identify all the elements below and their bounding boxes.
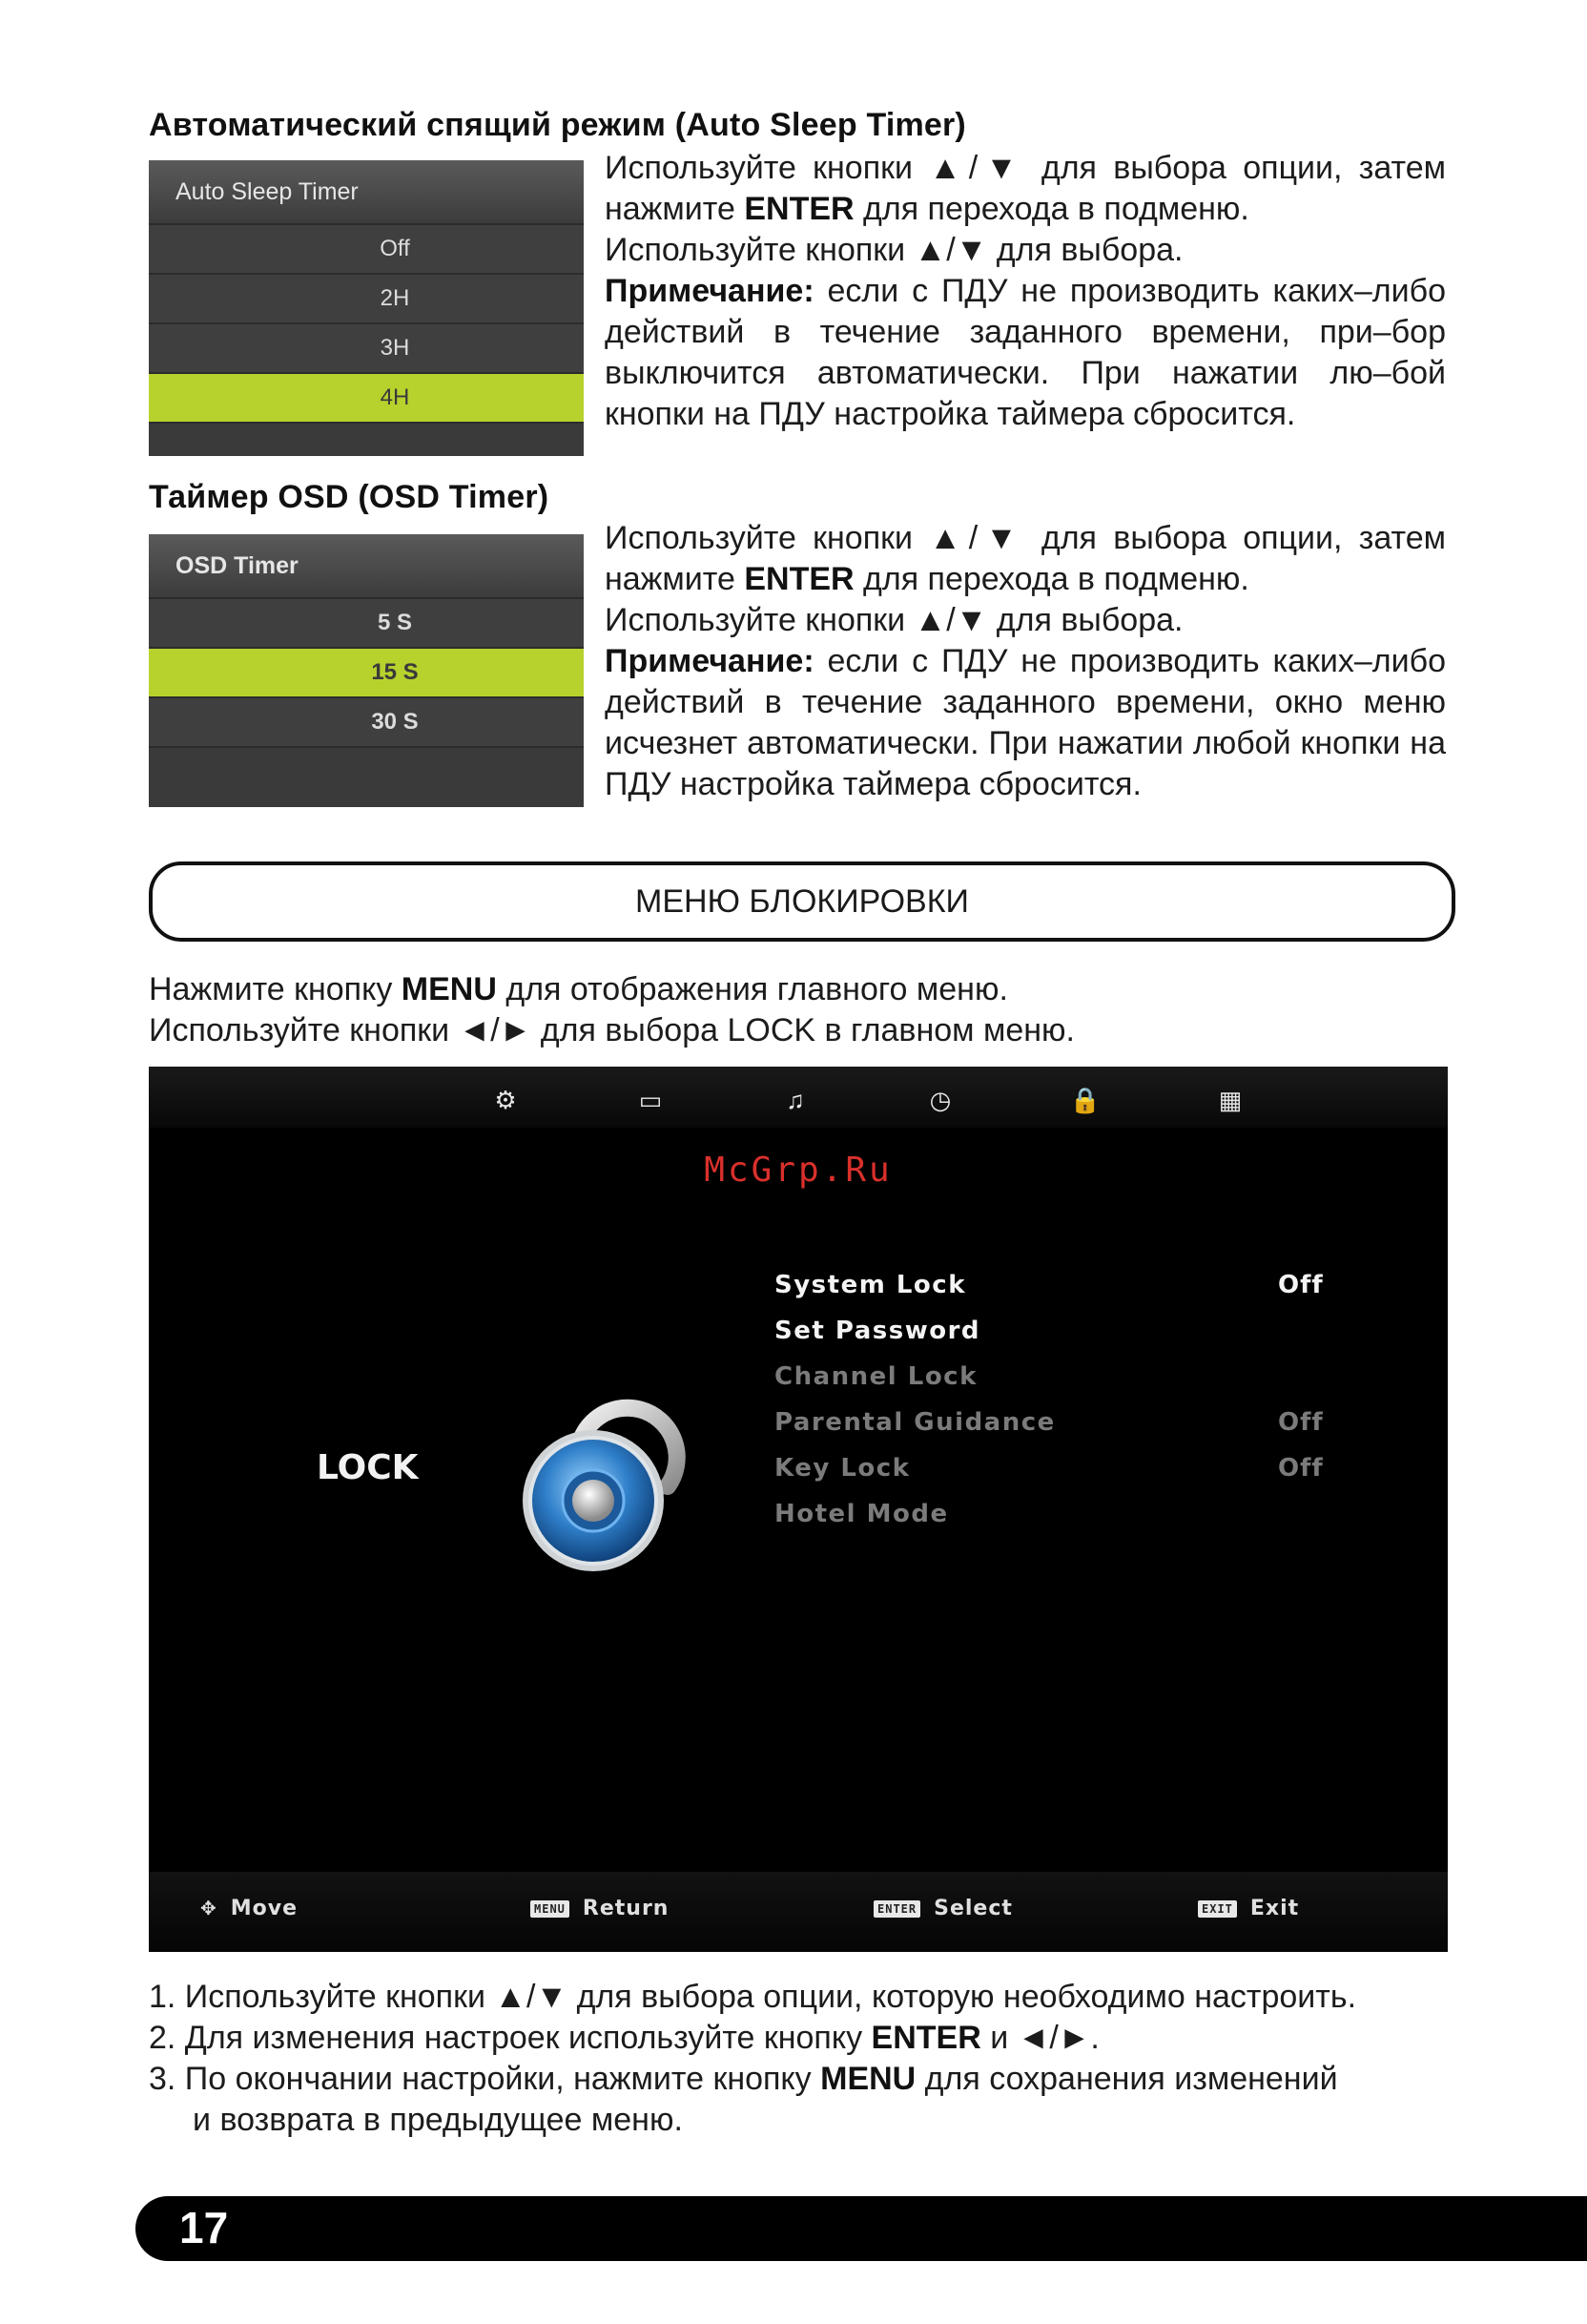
monitor-icon[interactable]: ▭ bbox=[638, 1086, 663, 1114]
hint-move bbox=[200, 1897, 298, 1920]
lock-intro bbox=[149, 969, 1465, 1051]
enter-key-label: ENTER bbox=[744, 561, 855, 597]
osd-timer-panel-title: OSD Timer bbox=[149, 534, 584, 599]
menu-key-label: MENU bbox=[820, 2061, 917, 2097]
intro-line2: Используйте кнопки ◄/► для выбора LOCK в главном меню. bbox=[149, 1012, 1075, 1048]
note-label: Примечание: bbox=[605, 273, 814, 309]
section-banner: МЕНЮ БЛОКИРОВКИ bbox=[149, 861, 1455, 942]
menu-hint-bar bbox=[149, 1872, 1448, 1952]
step-3 bbox=[149, 2059, 1484, 2100]
hint-exit bbox=[1198, 1897, 1299, 1920]
step-2-text: 2. Для изменения настроек используйте кнопку bbox=[149, 2020, 872, 2056]
auto-sleep-panel-title: Auto Sleep Timer bbox=[149, 160, 584, 225]
auto-sleep-line1: Используйте кнопки ▲/▼ для выбора опции, затем нажмите bbox=[605, 150, 1446, 227]
step-3-end: для сохранения изменений bbox=[916, 2061, 1338, 2097]
osd-line2: Используйте кнопки ▲/▼ для выбора. bbox=[605, 602, 1184, 638]
key-lock-value: Off bbox=[1278, 1454, 1324, 1483]
menu-category-label: LOCK bbox=[317, 1448, 419, 1487]
system-lock-value: Off bbox=[1278, 1271, 1324, 1299]
hint-select bbox=[874, 1897, 1013, 1920]
watermark: McGrp.Ru bbox=[704, 1151, 893, 1190]
parental-guidance-value: Off bbox=[1278, 1408, 1324, 1437]
menu-item-channel-lock[interactable]: Channel Lock bbox=[774, 1362, 978, 1391]
menu-item-hotel-mode[interactable]: Hotel Mode bbox=[774, 1500, 949, 1528]
osd-timer-option[interactable]: 5 S bbox=[149, 599, 584, 649]
enter-key-label: ENTER bbox=[744, 191, 855, 227]
auto-sleep-note: если с ПДУ не производить каких–либо действий в течение заданного времени, при–бор выключится автоматически. При нажатии лю–бой кнопки на ПДУ настройка таймера сбросится. bbox=[605, 273, 1446, 432]
intro-line1-end: для отображения главного меню. bbox=[496, 971, 1008, 1007]
hint-select-label: Select bbox=[934, 1897, 1013, 1920]
osd-timer-heading: Таймер OSD (OSD Timer) bbox=[149, 479, 549, 515]
menu-key-label: MENU bbox=[401, 971, 497, 1007]
apps-icon[interactable]: ▦ bbox=[1218, 1086, 1243, 1114]
footer-bar bbox=[135, 2196, 1587, 2261]
intro-line1: Нажмите кнопку bbox=[149, 971, 402, 1007]
menu-item-system-lock[interactable]: System Lock bbox=[774, 1271, 966, 1299]
dpad-icon: ✥ bbox=[200, 1897, 217, 1919]
auto-sleep-heading: Автоматический спящий режим (Auto Sleep Timer) bbox=[149, 107, 966, 143]
steps-list bbox=[149, 1977, 1484, 2141]
tv-lock-menu-screenshot bbox=[149, 1067, 1448, 1952]
menu-item-key-lock[interactable]: Key Lock bbox=[774, 1454, 911, 1483]
music-icon[interactable]: ♫ bbox=[786, 1086, 805, 1114]
gear-icon[interactable]: ⚙ bbox=[494, 1086, 517, 1114]
step-2 bbox=[149, 2018, 1484, 2059]
enter-key-icon: ENTER bbox=[874, 1900, 920, 1918]
auto-sleep-option[interactable]: 3H bbox=[149, 324, 584, 374]
osd-timer-description bbox=[605, 518, 1446, 805]
auto-sleep-option[interactable]: Off bbox=[149, 225, 584, 275]
hint-move-label: Move bbox=[230, 1897, 299, 1920]
hint-exit-label: Exit bbox=[1249, 1897, 1300, 1920]
auto-sleep-panel bbox=[149, 160, 584, 456]
step-3-continuation: и возврата в предыдущее меню. bbox=[193, 2102, 683, 2138]
page-number: 17 bbox=[179, 2203, 229, 2252]
menu-top-bar bbox=[149, 1067, 1448, 1128]
auto-sleep-line1-end: для перехода в подменю. bbox=[854, 191, 1249, 227]
auto-sleep-option-selected[interactable]: 4H bbox=[149, 374, 584, 424]
osd-note: если с ПДУ не производить каких–либо действий в течение заданного времени, окно меню исчезнет автоматически. При нажатии любой кнопки на ПДУ настройка таймера сбросится. bbox=[605, 643, 1446, 802]
auto-sleep-description bbox=[605, 148, 1446, 435]
osd-timer-option-selected[interactable]: 15 S bbox=[149, 649, 584, 698]
osd-line1: Используйте кнопки ▲/▼ для выбора опции, затем нажмите bbox=[605, 520, 1446, 597]
enter-key-label: ENTER bbox=[871, 2020, 981, 2056]
note-label: Примечание: bbox=[605, 643, 814, 679]
lock-icon[interactable]: 🔒 bbox=[1069, 1086, 1102, 1114]
padlock-icon bbox=[511, 1372, 702, 1591]
menu-item-set-password[interactable]: Set Password bbox=[774, 1317, 981, 1345]
clock-icon[interactable]: ◷ bbox=[929, 1086, 952, 1114]
step-1: 1. Используйте кнопки ▲/▼ для выбора опции, которую необходимо настроить. bbox=[149, 1979, 1357, 2015]
hint-return-label: Return bbox=[582, 1897, 670, 1920]
menu-key-icon: MENU bbox=[530, 1900, 569, 1918]
hint-return bbox=[530, 1897, 669, 1920]
auto-sleep-line2: Используйте кнопки ▲/▼ для выбора. bbox=[605, 232, 1184, 268]
step-2-end: и ◄/►. bbox=[980, 2020, 1100, 2056]
menu-item-parental-guidance[interactable]: Parental Guidance bbox=[774, 1408, 1056, 1437]
auto-sleep-option[interactable]: 2H bbox=[149, 275, 584, 324]
step-3-text: 3. По окончании настройки, нажмите кнопку bbox=[149, 2061, 821, 2097]
osd-timer-option[interactable]: 30 S bbox=[149, 698, 584, 748]
osd-timer-panel bbox=[149, 534, 584, 807]
osd-line1-end: для перехода в подменю. bbox=[854, 561, 1249, 597]
exit-key-icon: EXIT bbox=[1198, 1900, 1237, 1918]
